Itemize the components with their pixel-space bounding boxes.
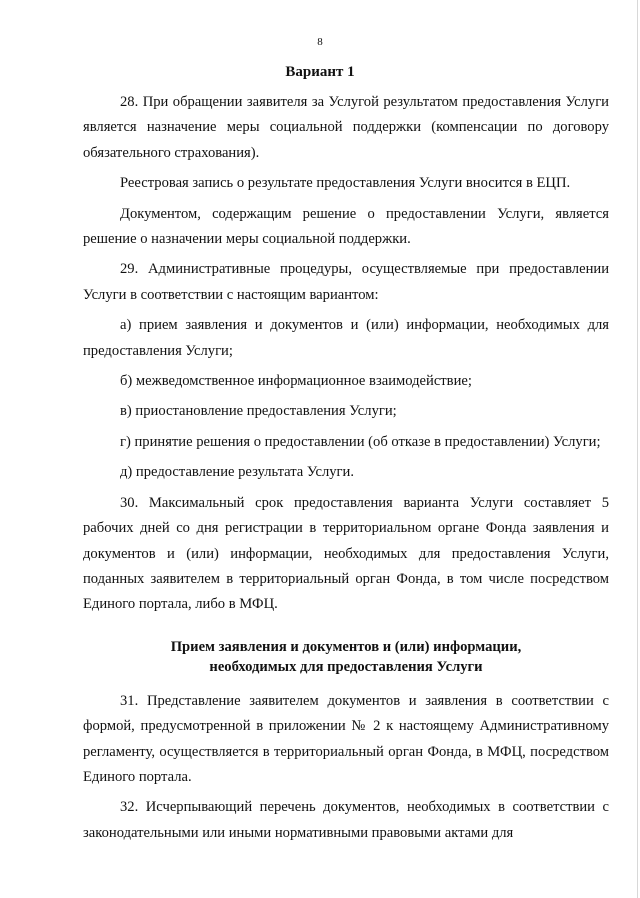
list-item-a: а) прием заявления и документов и (или) информации, необходимых для предоставления Услуги; [83,317,609,359]
document-body [83,90,609,851]
paragraph-32: 32. Исчерпывающий перечень документов, необходимых в соответствии с законодательными или иными нормативными правовыми актами для [83,799,609,841]
paragraph-29: 29. Административные процедуры, осуществляемые при предоставлении Услуги в соответствии с настоящим вариантом: [83,261,609,303]
list-item-v: в) приостановление предоставления Услуги; [120,403,397,420]
list-item-b: б) межведомственное информационное взаимодействие; [120,373,472,390]
variant-title: Вариант 1 [285,64,355,80]
paragraph-registry: Реестровая запись о результате предоставления Услуги вносится в ЕЦП. [120,175,571,192]
section-heading [83,637,609,677]
paragraph-31: 31. Представление заявителем документов и заявления в соответствии с формой, предусмотренной в приложении № 2 к настоящему Административному регламенту, осуществляется в территориальный орган Фонда, в МФЦ, посредством Единого портала. [83,692,609,785]
scan-edge [637,0,638,898]
page-number: 8 [317,36,323,48]
paragraph-30: 30. Максимальный срок предоставления варианта Услуги составляет 5 рабочих дней со дня регистрации в территориальном органе Фонда заявления и документов и (или) информации, необходимых для предоставления Услуги, поданных заявителем в территориальный орган Фонда, в том числе посредством Единого портала, либо в МФЦ. [83,494,609,613]
list-item-g: г) принятие решения о предоставлении (об отказе в предоставлении) Услуги; [120,433,601,450]
paragraph-28: 28. При обращении заявителя за Услугой результатом предоставления Услуги является назначение меры социальной поддержки (компенсации по договору обязательного страхования). [83,94,609,161]
paragraph-decision: Документом, содержащим решение о предоставлении Услуги, является решение о назначении меры социальной поддержки. [83,205,609,248]
section-heading-line-1: Прием заявления и документов и (или) информации, [170,638,522,655]
section-heading-line-2: необходимых для предоставления Услуги [209,658,483,675]
list-item-d: д) предоставление результата Услуги. [120,464,354,481]
